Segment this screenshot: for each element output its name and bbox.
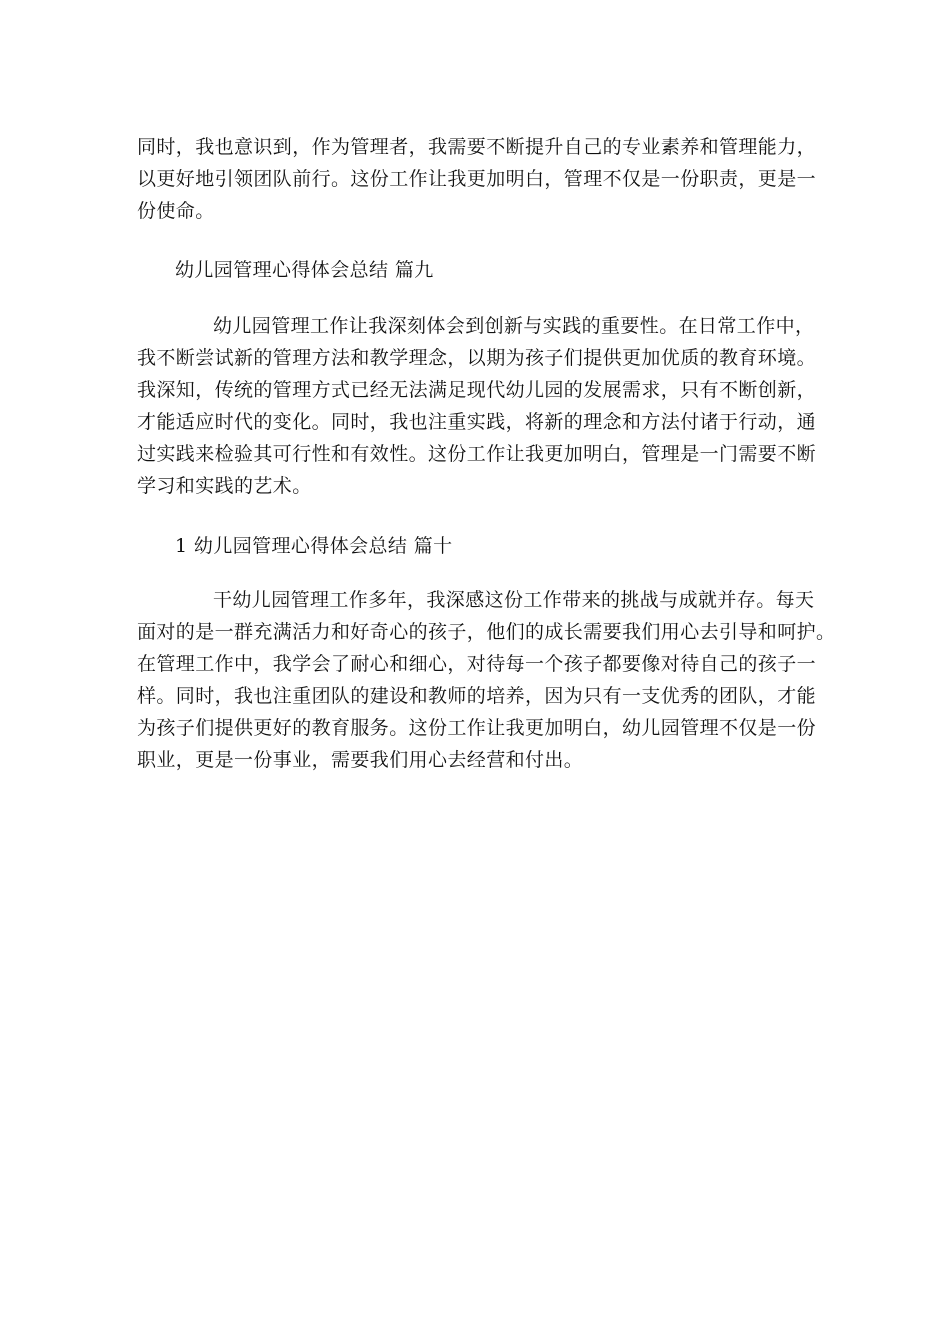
paragraph-line: 样。同时，我也注重团队的建设和教师的培养，因为只有一支优秀的团队，才能: [137, 685, 817, 707]
paragraph-line: 在管理工作中，我学会了耐心和细心，对待每一个孩子都要像对待自己的孩子一: [137, 653, 817, 675]
section-heading-10: 1 幼儿园管理心得体会总结 篇十: [175, 535, 453, 557]
section-heading-9: 幼儿园管理心得体会总结 篇九: [175, 259, 434, 281]
section-9-paragraph: [137, 310, 817, 502]
paragraph-line: 我不断尝试新的管理方法和教学理念，以期为孩子们提供更加优质的教育环境。: [137, 347, 817, 369]
intro-paragraph: [137, 131, 817, 227]
paragraph-line: 份使命。: [137, 200, 215, 222]
paragraph-line: 学习和实践的艺术。: [137, 475, 312, 497]
section-10-paragraph: [137, 584, 836, 776]
paragraph-line: 以更好地引领团队前行。这份工作让我更加明白，管理不仅是一份职责，更是一: [137, 168, 817, 190]
paragraph-line: 才能适应时代的变化。同时，我也注重实践，将新的理念和方法付诸于行动，通: [137, 411, 817, 433]
paragraph-line: 幼儿园管理工作让我深刻体会到创新与实践的重要性。在日常工作中，: [213, 315, 815, 337]
paragraph-line: 同时，我也意识到，作为管理者，我需要不断提升自己的专业素养和管理能力，: [137, 136, 817, 158]
paragraph-line: 面对的是一群充满活力和好奇心的孩子，他们的成长需要我们用心去引导和呵护。: [137, 621, 836, 643]
paragraph-line: 职业，更是一份事业，需要我们用心去经营和付出。: [137, 749, 584, 771]
paragraph-line: 为孩子们提供更好的教育服务。这份工作让我更加明白，幼儿园管理不仅是一份: [137, 717, 817, 739]
paragraph-line: 过实践来检验其可行性和有效性。这份工作让我更加明白，管理是一门需要不断: [137, 443, 817, 465]
paragraph-line: 干幼儿园管理工作多年，我深感这份工作带来的挑战与成就并存。每天: [213, 589, 815, 611]
paragraph-line: 我深知，传统的管理方式已经无法满足现代幼儿园的发展需求，只有不断创新，: [137, 379, 817, 401]
